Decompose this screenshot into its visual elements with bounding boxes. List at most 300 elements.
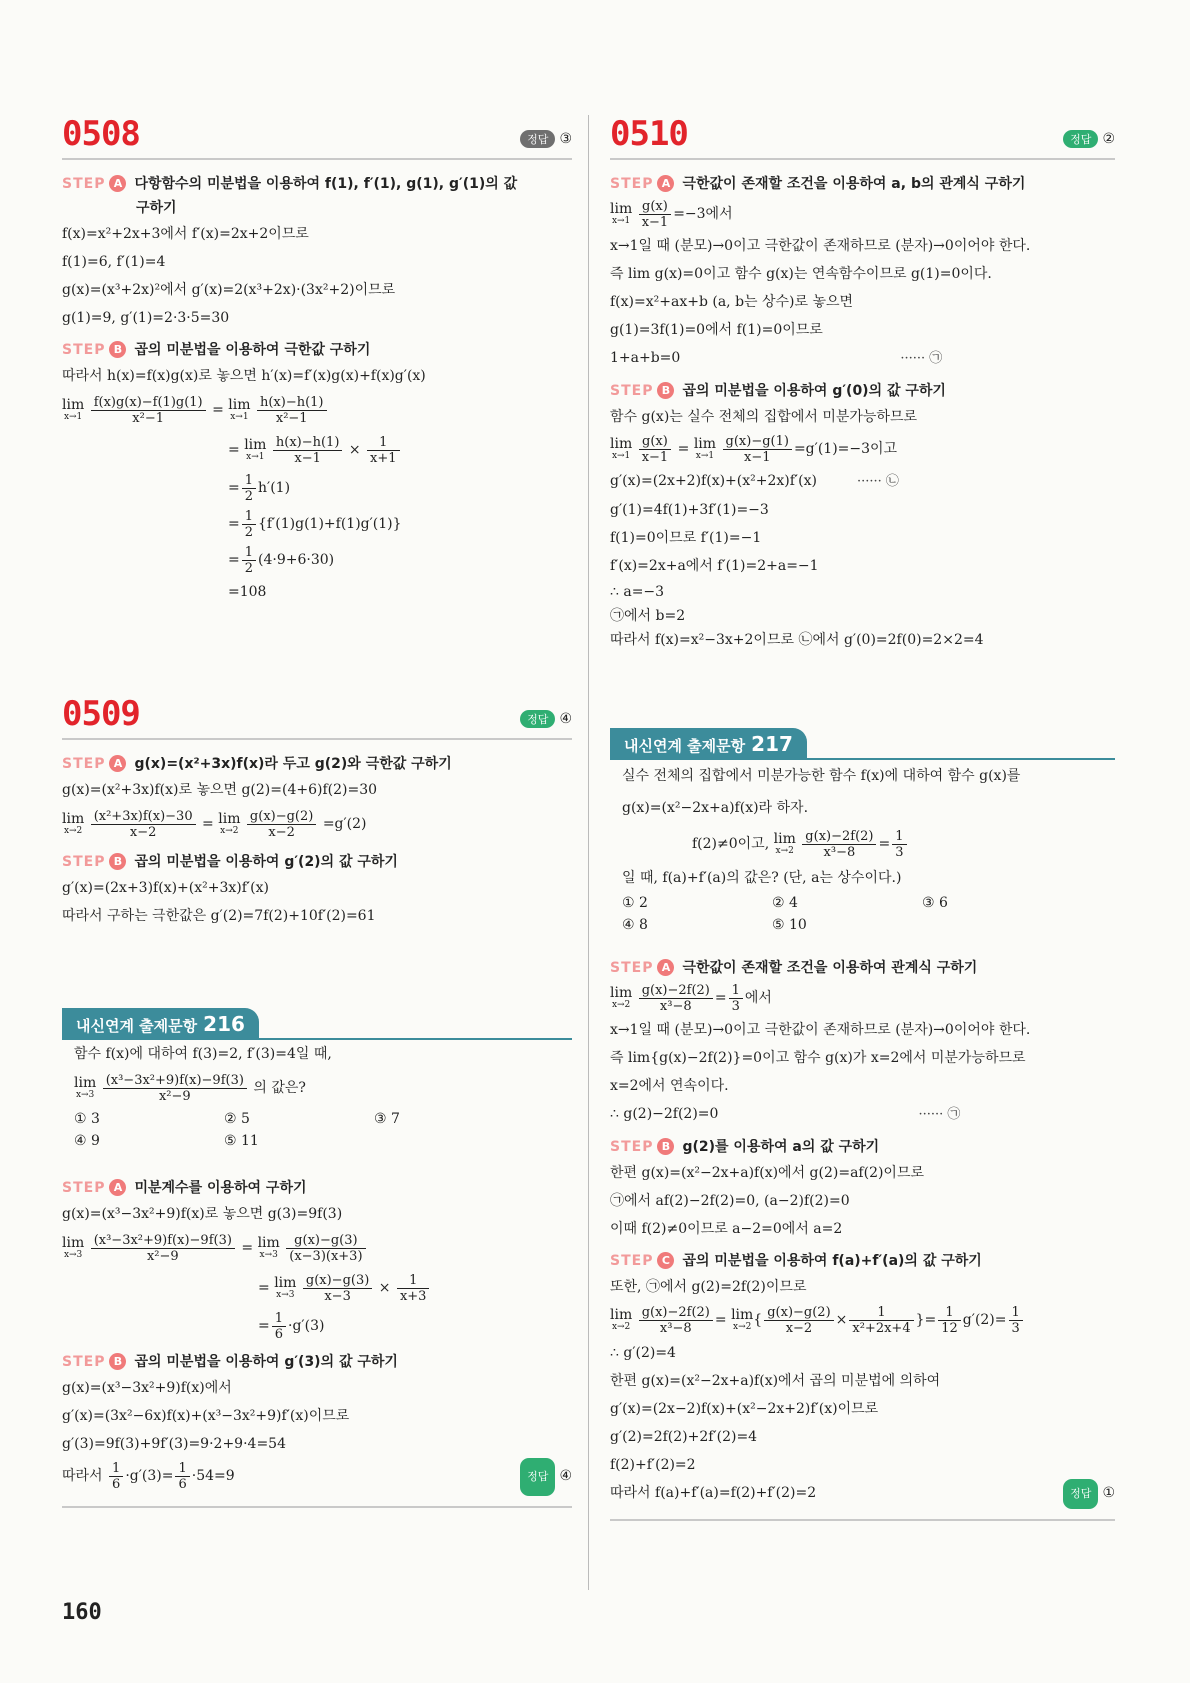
step-b-heading bbox=[62, 1350, 572, 1374]
answer-value: ④ bbox=[559, 1468, 572, 1484]
choice[interactable]: ⑤ 10 bbox=[772, 917, 807, 933]
choice[interactable]: ④ 8 bbox=[622, 917, 648, 933]
equation-line bbox=[610, 196, 1115, 232]
lim-word: lim bbox=[610, 1307, 633, 1323]
step-circle: B bbox=[109, 1353, 126, 1370]
step-label: STEP bbox=[610, 383, 654, 399]
box-header bbox=[62, 1008, 259, 1040]
numerator: 1 bbox=[1009, 1305, 1023, 1321]
denominator: x−1 bbox=[743, 449, 771, 465]
fraction bbox=[639, 199, 672, 230]
solution-line: f(1)=0이므로 f′(1)=−1 bbox=[610, 530, 762, 546]
denominator: x−2 bbox=[785, 1320, 813, 1336]
equals: = bbox=[202, 816, 214, 832]
question bbox=[610, 760, 1115, 936]
denominator: x−1 bbox=[294, 450, 321, 466]
lim bbox=[62, 812, 84, 836]
problem-0509 bbox=[62, 680, 572, 930]
solution-line: g(x)=(x³+2x)²에서 g′(x)=2(x³+2x)·(3x²+2)이므로 bbox=[62, 282, 396, 298]
equation-line bbox=[62, 390, 572, 430]
solution-line: g(x)=(x³−3x²+9)f(x)로 놓으면 g(3)=9f(3) bbox=[62, 1206, 343, 1222]
question-equation bbox=[74, 1068, 572, 1108]
text: =−3에서 bbox=[673, 206, 733, 222]
problem-number: 0508 bbox=[62, 114, 140, 154]
equation-line bbox=[610, 980, 1115, 1016]
lim-word: lim bbox=[228, 397, 251, 413]
equals: = bbox=[878, 836, 891, 852]
step-circle: B bbox=[657, 1138, 674, 1155]
lim-sub: x→3 bbox=[63, 1250, 83, 1260]
denominator: x−2 bbox=[268, 824, 295, 840]
column-divider bbox=[588, 115, 589, 1590]
step-circle: A bbox=[657, 959, 674, 976]
answer bbox=[520, 130, 572, 148]
solution-line: x→1일 때 (분모)→0이고 극한값이 존재하므로 (분자)→0이어야 한다. bbox=[610, 238, 1031, 254]
lim-word: lim bbox=[62, 397, 85, 413]
equation-tag: ······ ㉠ bbox=[918, 1107, 961, 1122]
lim bbox=[228, 398, 250, 422]
final-result: =108 bbox=[228, 584, 267, 600]
choices bbox=[74, 1108, 572, 1152]
lim bbox=[694, 437, 716, 461]
related-problem-216 bbox=[62, 1008, 572, 1508]
answer-value: ③ bbox=[559, 131, 572, 147]
numerator: h(x)−h(1) bbox=[273, 435, 343, 451]
denominator: x²−9 bbox=[146, 1248, 179, 1264]
lim-sub: x→3 bbox=[75, 1090, 95, 1100]
fraction bbox=[91, 1233, 235, 1264]
lim-word: lim bbox=[274, 1275, 297, 1291]
choice[interactable]: ① 2 bbox=[622, 895, 648, 911]
solution-line: ㉠에서 af(2)−2f(2)=0, (a−2)f(2)=0 bbox=[610, 1193, 850, 1209]
solution-line: f′(x)=2x+a에서 f′(1)=2+a=−1 bbox=[610, 558, 819, 574]
numerator: f(x)g(x)−f(1)g(1) bbox=[91, 395, 206, 411]
solution-line: 또한, ㉠에서 g(2)=2f(2)이므로 bbox=[610, 1279, 807, 1295]
box-number: 216 bbox=[203, 1012, 245, 1036]
lim-sub: x→2 bbox=[220, 826, 239, 836]
solution-line: g′(1)=4f(1)+3f′(1)=−3 bbox=[610, 502, 769, 518]
step-label: STEP bbox=[610, 176, 654, 192]
step-b-heading bbox=[62, 850, 572, 874]
fraction bbox=[91, 395, 206, 426]
step-title: 극한값이 존재할 조건을 이용하여 관계식 구하기 bbox=[682, 960, 978, 976]
lim bbox=[610, 202, 632, 226]
fraction bbox=[109, 1461, 123, 1492]
solution-line: g′(x)=(2x+3)f(x)+(x²+3x)f′(x) bbox=[62, 880, 269, 896]
fraction bbox=[764, 1305, 833, 1336]
fraction bbox=[639, 1305, 713, 1336]
numerator: g(x)−g(3) bbox=[286, 1233, 365, 1249]
equals: = bbox=[714, 1312, 727, 1328]
answer bbox=[520, 1458, 572, 1496]
fraction bbox=[247, 809, 316, 840]
step-title: 극한값이 존재할 조건을 이용하여 a, b의 관계식 구하기 bbox=[682, 176, 1026, 192]
equation-tag: ······ ㉠ bbox=[900, 351, 943, 366]
lim bbox=[62, 398, 84, 422]
lim-sub: x→2 bbox=[611, 1000, 631, 1010]
question-line: 일 때, f(a)+f′(a)의 값은? (단, a는 상수이다.) bbox=[622, 870, 902, 886]
numerator: 1 bbox=[242, 473, 256, 489]
result: =g′(2) bbox=[322, 816, 367, 832]
question-line: 함수 f(x)에 대하여 f(3)=2, f′(3)=4일 때, bbox=[74, 1046, 332, 1062]
fraction bbox=[286, 1233, 365, 1264]
lim-sub: x→1 bbox=[246, 452, 265, 462]
lim bbox=[731, 1308, 753, 1332]
answer-value: ① bbox=[1102, 1485, 1115, 1501]
lim-sub: x→1 bbox=[611, 451, 631, 461]
fraction bbox=[892, 829, 906, 860]
solution-line: f(x)=x²+ax+b (a, b는 상수)로 놓으면 bbox=[610, 294, 854, 310]
lim-sub: x→2 bbox=[63, 826, 83, 836]
fraction bbox=[938, 1305, 961, 1336]
step-c-heading bbox=[610, 1249, 1115, 1273]
step-circle: A bbox=[109, 175, 126, 192]
lim bbox=[610, 1308, 632, 1332]
text: g′(x)=(2x+2)f(x)+(x²+2x)f′(x) bbox=[610, 473, 817, 489]
lim-sub: x→2 bbox=[611, 1322, 631, 1332]
step-label: STEP bbox=[62, 1354, 106, 1370]
fraction bbox=[639, 434, 672, 465]
lim bbox=[274, 1276, 296, 1300]
fraction bbox=[639, 983, 713, 1014]
step-circle: A bbox=[657, 175, 674, 192]
question-line: g(x)=(x²−2x+a)f(x)라 하자. bbox=[622, 800, 809, 816]
denominator: x−1 bbox=[641, 214, 669, 230]
answer-badge: 정답 bbox=[1063, 1479, 1098, 1509]
solution-line: g′(2)=2f(2)+2f′(2)=4 bbox=[610, 1429, 758, 1445]
step-label: STEP bbox=[62, 854, 106, 870]
step-a-heading bbox=[62, 1176, 572, 1200]
section-rule bbox=[610, 1519, 1115, 1521]
lim bbox=[218, 812, 240, 836]
solution-line: ∴ a=−3 bbox=[610, 584, 665, 600]
equals: = bbox=[258, 1280, 270, 1296]
fraction bbox=[175, 1461, 189, 1492]
denominator: 3 bbox=[895, 844, 904, 860]
choice[interactable]: ② 5 bbox=[224, 1111, 250, 1127]
step-label: STEP bbox=[62, 342, 106, 358]
lim bbox=[258, 1236, 280, 1260]
step-title: 곱의 미분법을 이용하여 g′(0)의 값 구하기 bbox=[682, 383, 946, 399]
times: × bbox=[348, 442, 361, 458]
denominator: 2 bbox=[244, 488, 254, 504]
numerator: g(x)−g(2) bbox=[764, 1305, 833, 1321]
solution-line: g(x)=(x²+3x)f(x)로 놓으면 g(2)=(4+6)f(2)=30 bbox=[62, 782, 378, 798]
solution-line bbox=[610, 344, 1115, 373]
step-label: STEP bbox=[62, 176, 106, 192]
fraction bbox=[849, 1305, 913, 1336]
question-line: 의 값은? bbox=[253, 1080, 306, 1096]
lim bbox=[62, 1236, 84, 1260]
problem-header bbox=[610, 100, 1115, 160]
step-label: STEP bbox=[610, 960, 654, 976]
numerator: (x²+3x)f(x)−30 bbox=[91, 809, 196, 825]
lim bbox=[74, 1076, 96, 1100]
text: 1+a+b=0 bbox=[610, 350, 681, 366]
step-title: 곱의 미분법을 이용하여 f(a)+f′(a)의 값 구하기 bbox=[682, 1253, 982, 1269]
numerator: 1 bbox=[367, 435, 400, 451]
problem-number: 0510 bbox=[610, 114, 688, 154]
numerator: (x³−3x²+9)f(x)−9f(3) bbox=[103, 1073, 247, 1089]
fraction bbox=[303, 1273, 372, 1304]
solution-line: 즉 lim g(x)=0이고 함수 g(x)는 연속함수이므로 g(1)=0이다. bbox=[610, 266, 992, 282]
box-header bbox=[610, 728, 807, 760]
solution-line: g′(x)=(2x−2)f(x)+(x²−2x+2)f′(x)이므로 bbox=[610, 1401, 879, 1417]
lim-word: lim bbox=[244, 437, 267, 453]
solution-line: g(1)=9, g′(1)=2·3·5=30 bbox=[62, 310, 230, 326]
solution-line: f(1)=6, f′(1)=4 bbox=[62, 254, 166, 270]
lim-word: lim bbox=[731, 1307, 754, 1323]
step-title: g(x)=(x²+3x)f(x)라 두고 g(2)와 극한값 구하기 bbox=[134, 756, 452, 772]
text: =g′(1)=−3이고 bbox=[793, 441, 898, 457]
lim bbox=[774, 832, 796, 856]
lim-sub: x→2 bbox=[733, 1322, 752, 1332]
solution-line: f(x)=x²+2x+3에서 f′(x)=2x+2이므로 bbox=[62, 226, 309, 242]
equation-line bbox=[62, 430, 572, 470]
lim-word: lim bbox=[62, 1235, 85, 1251]
fraction bbox=[272, 1311, 286, 1342]
numerator: g(x)−2f(2) bbox=[639, 1305, 713, 1321]
solution-line: 즉 lim{g(x)−2f(2)}=0이고 함수 g(x)가 x=2에서 미분가능하므로 bbox=[610, 1050, 1026, 1066]
numerator: 1 bbox=[892, 829, 906, 845]
lim-word: lim bbox=[62, 811, 85, 827]
equation-line bbox=[62, 1228, 572, 1268]
page-number: 160 bbox=[62, 1600, 102, 1625]
answer bbox=[1063, 130, 1115, 148]
numerator: g(x)−g(2) bbox=[247, 809, 316, 825]
lim-sub: x→2 bbox=[775, 846, 794, 856]
equals: = bbox=[212, 402, 224, 418]
step-circle: B bbox=[109, 341, 126, 358]
fraction bbox=[367, 435, 400, 466]
fraction bbox=[729, 983, 743, 1014]
step-b-heading bbox=[610, 379, 1115, 403]
fraction bbox=[242, 545, 256, 576]
solution-line bbox=[62, 1458, 572, 1494]
lim bbox=[610, 986, 632, 1010]
lim-sub: x→1 bbox=[695, 451, 715, 461]
equals: = bbox=[228, 516, 240, 532]
equals: = bbox=[228, 552, 240, 568]
numerator: 1 bbox=[109, 1461, 123, 1477]
lim-word: lim bbox=[773, 831, 796, 847]
lim-word: lim bbox=[610, 985, 633, 1001]
step-title: 미분계수를 이용하여 구하기 bbox=[134, 1180, 307, 1196]
lim bbox=[244, 438, 266, 462]
denominator: (x−3)(x+3) bbox=[289, 1248, 363, 1264]
equation-line bbox=[62, 470, 572, 506]
fraction bbox=[242, 509, 256, 540]
times: × bbox=[378, 1280, 391, 1296]
answer bbox=[1063, 1479, 1115, 1509]
fraction bbox=[397, 1273, 430, 1304]
step-title: g(2)를 이용하여 a의 값 구하기 bbox=[682, 1139, 880, 1155]
denominator: x²−1 bbox=[132, 410, 165, 426]
solution-line: g′(3)=9f(3)+9f′(3)=9·2+9·4=54 bbox=[62, 1436, 286, 1452]
answer-value: ② bbox=[1102, 131, 1115, 147]
numerator: 1 bbox=[272, 1311, 286, 1327]
text: 에서 bbox=[744, 990, 772, 1006]
choice[interactable]: ① 3 bbox=[74, 1111, 100, 1127]
lim bbox=[610, 437, 632, 461]
solution-line: g′(x)=(3x²−6x)f(x)+(x³−3x²+9)f′(x)이므로 bbox=[62, 1408, 350, 1424]
denominator: x²+2x+4 bbox=[852, 1320, 911, 1336]
numerator: 1 bbox=[849, 1305, 913, 1321]
denominator: x+3 bbox=[399, 1288, 427, 1304]
numerator: g(x)−2f(2) bbox=[639, 983, 713, 999]
lim-word: lim bbox=[74, 1075, 97, 1091]
step-circle: B bbox=[657, 382, 674, 399]
text: 따라서 bbox=[62, 1468, 103, 1484]
denominator: x³−8 bbox=[659, 998, 692, 1014]
numerator: 1 bbox=[175, 1461, 189, 1477]
denominator: 6 bbox=[112, 1476, 121, 1492]
numerator: g(x)−g(1) bbox=[723, 434, 792, 450]
step-a-heading bbox=[62, 172, 572, 220]
solution-line: x=2에서 연속이다. bbox=[610, 1078, 729, 1094]
step-label: STEP bbox=[610, 1139, 654, 1155]
text: ·g′(3)= bbox=[125, 1468, 174, 1484]
solution-line: f(2)+f′(2)=2 bbox=[610, 1457, 696, 1473]
times: × bbox=[835, 1312, 848, 1328]
answer-badge: 정답 bbox=[1063, 130, 1098, 148]
equals: = bbox=[241, 1240, 254, 1256]
step-label: STEP bbox=[610, 1253, 654, 1269]
lim-sub: x→3 bbox=[276, 1290, 295, 1300]
solution-line: 따라서 구하는 극한값은 g′(2)=7f(2)+10f′(2)=61 bbox=[62, 908, 376, 924]
step-title-cont: 구하기 bbox=[136, 200, 177, 216]
equation-line bbox=[62, 542, 572, 578]
choice[interactable]: ③ 6 bbox=[922, 895, 948, 911]
numerator: 1 bbox=[242, 545, 256, 561]
equals: = bbox=[228, 480, 240, 496]
denominator: 6 bbox=[178, 1476, 187, 1492]
solution-line: x→1일 때 (분모)→0이고 극한값이 존재하므로 (분자)→0이어야 한다. bbox=[610, 1022, 1031, 1038]
solution-line: 따라서 f(x)=x²−3x+2이므로 ㉡에서 g′(0)=2f(0)=2×2=4 bbox=[610, 632, 984, 648]
fraction bbox=[103, 1073, 247, 1104]
solution-line: 한편 g(x)=(x²−2x+a)f(x)에서 g(2)=af(2)이므로 bbox=[610, 1165, 925, 1181]
denominator: 6 bbox=[274, 1326, 284, 1342]
problem-0508 bbox=[62, 100, 572, 606]
denominator: x³−8 bbox=[659, 1320, 692, 1336]
equation-line bbox=[62, 804, 572, 844]
step-title: 곱의 미분법을 이용하여 극한값 구하기 bbox=[134, 342, 371, 358]
denominator: 2 bbox=[244, 560, 254, 576]
step-b-heading bbox=[62, 338, 572, 362]
equals: = bbox=[924, 1312, 937, 1328]
denominator: 12 bbox=[941, 1320, 958, 1336]
solution-line: ㉠에서 b=2 bbox=[610, 608, 686, 624]
numerator: 1 bbox=[729, 983, 743, 999]
step-a-heading bbox=[62, 752, 572, 776]
lim-word: lim bbox=[610, 436, 633, 452]
problem-number: 0509 bbox=[62, 694, 140, 734]
question-equation bbox=[622, 824, 1115, 864]
fraction bbox=[1009, 1305, 1023, 1336]
text: g′(2)= bbox=[962, 1312, 1007, 1328]
related-problem-217 bbox=[610, 728, 1115, 1521]
choices bbox=[622, 892, 1115, 936]
text: f(2)≠0이고, bbox=[692, 836, 770, 852]
box-number: 217 bbox=[751, 732, 793, 756]
solution-line bbox=[610, 1479, 1115, 1507]
equals: = bbox=[258, 1318, 270, 1334]
equals: = bbox=[714, 990, 727, 1006]
equation-line bbox=[610, 431, 1115, 467]
choice[interactable]: ⑤ 11 bbox=[224, 1133, 259, 1149]
denominator: x−3 bbox=[324, 1288, 351, 1304]
result: h′(1) bbox=[258, 480, 291, 496]
numerator: 1 bbox=[938, 1305, 961, 1321]
numerator: 1 bbox=[242, 509, 256, 525]
denominator: 3 bbox=[1011, 1320, 1020, 1336]
denominator: x³−8 bbox=[823, 844, 856, 860]
step-title: 다항함수의 미분법을 이용하여 f(1), f′(1), g(1), g′(1)의 값 bbox=[134, 176, 518, 192]
fraction bbox=[257, 395, 327, 426]
step-title: 곱의 미분법을 이용하여 g′(3)의 값 구하기 bbox=[134, 1354, 398, 1370]
numerator: g(x) bbox=[639, 434, 672, 450]
lim-sub: x→3 bbox=[259, 1250, 278, 1260]
numerator: g(x) bbox=[639, 199, 672, 215]
solution-line bbox=[610, 467, 1115, 496]
answer-badge: 정답 bbox=[520, 1458, 555, 1496]
solution-line: ∴ g′(2)=4 bbox=[610, 1345, 676, 1361]
lim-word: lim bbox=[257, 1235, 280, 1251]
solution-line: 따라서 h(x)=f(x)g(x)로 놓으면 h′(x)=f′(x)g(x)+f(x)g′(x) bbox=[62, 368, 426, 384]
lim-sub: x→1 bbox=[611, 216, 631, 226]
equals: = bbox=[228, 442, 240, 458]
problem-0510 bbox=[610, 100, 1115, 652]
equation-line bbox=[62, 1268, 572, 1308]
section-rule bbox=[62, 1506, 572, 1508]
question bbox=[62, 1040, 572, 1152]
denominator: 3 bbox=[731, 998, 740, 1014]
lim-sub: x→1 bbox=[230, 412, 249, 422]
box-title: 내신연계 출제문항 bbox=[624, 737, 746, 755]
fraction bbox=[273, 435, 343, 466]
answer-badge: 정답 bbox=[520, 710, 555, 728]
solution-line: 함수 g(x)는 실수 전체의 집합에서 미분가능하므로 bbox=[610, 409, 917, 425]
text: 따라서 f(a)+f′(a)=f(2)+f′(2)=2 bbox=[610, 1485, 817, 1501]
solution-line: g(1)=3f(1)=0에서 f(1)=0이므로 bbox=[610, 322, 823, 338]
fraction bbox=[242, 473, 256, 504]
denominator: x−2 bbox=[129, 824, 157, 840]
step-b-heading bbox=[610, 1135, 1115, 1159]
solution-line: 이때 f(2)≠0이므로 a−2=0에서 a=2 bbox=[610, 1221, 843, 1237]
choice[interactable]: ② 4 bbox=[772, 895, 798, 911]
denominator: x+1 bbox=[370, 450, 397, 466]
choice[interactable]: ③ 7 bbox=[374, 1111, 400, 1127]
step-label: STEP bbox=[62, 756, 106, 772]
denominator: x−1 bbox=[641, 449, 669, 465]
question-line: 실수 전체의 집합에서 미분가능한 함수 f(x)에 대하여 함수 g(x)를 bbox=[622, 768, 1021, 784]
solution-line bbox=[610, 1100, 1115, 1129]
step-label: STEP bbox=[62, 1180, 106, 1196]
lim-word: lim bbox=[693, 436, 717, 452]
denominator: 2 bbox=[244, 524, 254, 540]
solution-line: 한편 g(x)=(x²−2x+a)f(x)에서 곱의 미분법에 의하여 bbox=[610, 1373, 941, 1389]
equation-tag: ······ ㉡ bbox=[856, 474, 899, 489]
text: ·54=9 bbox=[191, 1468, 235, 1484]
answer-badge: 정답 bbox=[520, 130, 555, 148]
choice[interactable]: ④ 9 bbox=[74, 1133, 100, 1149]
fraction bbox=[91, 809, 196, 840]
step-circle: A bbox=[109, 755, 126, 772]
result: {f′(1)g(1)+f(1)g′(1)} bbox=[258, 516, 402, 532]
denominator: x²−1 bbox=[275, 410, 308, 426]
equation-line bbox=[62, 506, 572, 542]
step-a-heading bbox=[610, 172, 1115, 196]
